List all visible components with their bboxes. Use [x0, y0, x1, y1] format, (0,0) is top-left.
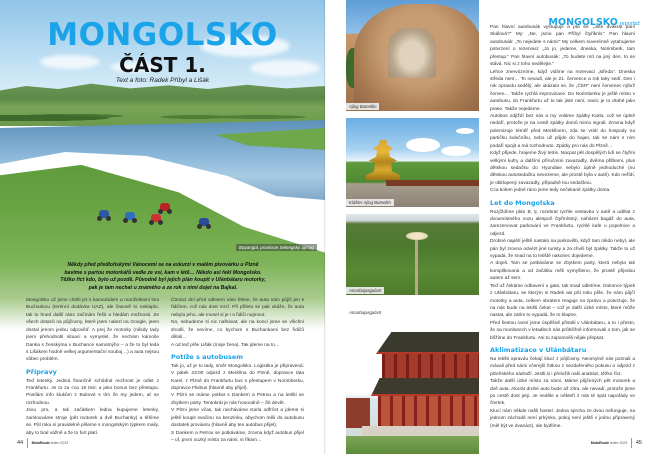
motorcycle: [199, 218, 209, 226]
paragraph: Lehce znervózníme, když vidíme na rezervaci „středa". Dneska středa není… To nevadí, ale je 21. července a rok taky sedí. Den i rok opravdu sedělý, ale ukázalo se, že „ČER" není červenec nýbrž červen… Takže rychlá improvizace. Do Norimberku je ještě místo v autobusu, do Frankfurtu už to tak jisté není, navíc je to drahé jako prase. Takže nejedeme.: [490, 69, 635, 112]
photo-temple-story: [378, 396, 479, 428]
left-column-2: [171, 297, 304, 444]
cloud: [441, 146, 471, 156]
paragraph: Autobus odjíždí bez nás a my voláme zpátky Karla, což se úplně nedaří, protože je na cestě zpátky domů mimo signál. Zrovna když polemizuje téměř před Merklínem, zda se vrátí do hospody na partičku kulečníku, nebo už půjde do hajan, tak se nám s ním podaří spojit a má rozhodnuto. Zpátky pro nás do Plzně…: [490, 114, 635, 149]
magazine-issue: leden 2023: [610, 441, 628, 445]
paragraph: Čtrnáct dní před odletem nám řekne, že auta nám půjčí jen s řidičem, což nás dost mrzí. Při příletu se pak ukáže, že auta nebyla jeho, ale musel si je i s řidiči najmout.: [171, 298, 304, 318]
photo-pagoda-tower: [366, 140, 400, 180]
article-byline: Text a foto: Radek Příbyl a Lišák: [115, 77, 210, 84]
paragraph: Cca kolem jedné ráno jsme tedy nečekaně zpátky doma.: [490, 188, 611, 194]
article-title: MONGOLSKO: [47, 17, 278, 53]
paragraph: Pan hlavní autobusák vystupuje a ptá se: „Jste dvakrát paní Skálová?" My: „Ne, jsme pan Příbyl čtyřikrát." Pan hlavní autobusák: „To nejedete s námi!" My celkem suverénně vytahujeme potvrzení o rezervaci: „Jo jo, jedeme, dneska, Norimberk, tam přestup." Pan hlavní autobusák: „To budete mít na jiný den, to se stává. Nic si z toho nedělejte.": [490, 25, 635, 68]
footer-divider: [631, 438, 632, 448]
photo-fence: [386, 180, 479, 186]
photo-hill-stupa: [346, 214, 479, 295]
photo-caption: Ajlog Buteeltin: [346, 103, 379, 110]
page-footer-left: [17, 438, 68, 448]
photo-pagoda: [346, 118, 479, 207]
photo-temple-roof: [376, 332, 479, 354]
photo-caption: Bayangol, provincie Selengský ajmag: [236, 244, 317, 251]
magazine-info: [32, 441, 69, 445]
motorcycle: [160, 203, 170, 211]
section-heading: Potíže s autobusem: [171, 352, 244, 361]
paragraph: Na letišti opravdu čekají klucí z půjčovny. Neomylně nás poznali a mávali před námi včerejší fotkou z nezdařeného pokusu o odjezd z plzeňského nádraží. Jestli si i přeložili naši anabázi, těžko říct.: [490, 356, 635, 377]
page-footer-right: [591, 438, 642, 448]
magazine-info: [591, 441, 628, 445]
paragraph: Teď letenky. Jediná finančně schůdná možnost je odlet z Frankfurtu. Je to za cca 19 tisíc a jako bonus bez přestupu. Posílám info klukům z Bukové s tím že my jedem, ať se rozhodnou.: [26, 378, 159, 406]
paragraph: Klucí nám někde našli hostel. Jedna sprcha ze dvou nefunguje, na jednom záchodě není prkýnko, pokoj není ještě v jednu připravený (měl být ve dvanáct), ale bydlíme.: [490, 408, 635, 429]
article-lead: Někdy před předloňskými Vánocemi se na exkurzi v malém pivovárku u Plzně bavíme s partou motorkářů vedle ze vsi, kam v létě… Někdo asi řekl Mongolsko. Těžko říct kdo, bylo už pozdě. Původně byl jejich plán koupit v Ulánbátaru motorky, pak je tam nechat u známého a za rok s nimi dojet na Bajkal.: [60, 262, 266, 291]
page-gutter: [324, 0, 326, 454]
photo-caption: Klášter Ajlog Buteeltin: [346, 199, 394, 206]
photo-caption: Amarbajasgalant: [349, 310, 382, 315]
paragraph: S Dankem a Petrou se potkáváme, zrovna když autobus přijel – uf, první ouzký místo za námi, si říkám…: [171, 430, 304, 443]
section-heading: Let do Mongolska: [490, 198, 555, 207]
section-tag-type: reportáž: [619, 21, 640, 27]
page-number: 45: [635, 440, 642, 446]
photo-stupa: [406, 232, 428, 240]
photo-caption: Amarbajasgalant: [346, 287, 384, 294]
paragraph: V Plzni se máme potkat s Dankem a Petrou a na letišti se zbytkem party. Tentokrát je nás hoooodně – čili devět.: [171, 393, 304, 406]
paragraph: Takže další úzké místo za námi. Máme půjčených pět motorek a dvě auta. Akorát druhé auto bude až zítra, ale nevadí, protože jsme po cestě dost jetý. Je neděle a někteří z nás tě spát napořády ve čtvrtek.: [490, 379, 635, 407]
cloud: [406, 138, 440, 152]
magazine-issue: leden 2023: [50, 441, 69, 445]
motorcycle: [125, 212, 135, 220]
paragraph: Jsou pro, a tak začátkem ledna kupujeme letenky, zamlouváme stroje (pět motorek a dvě Buchanky) a těšíme se. Půl roku si pravidelně píšeme s mongolským týpkem maily, aby to bral vážně a že to furt platí.: [26, 408, 159, 436]
paragraph: Teď už čekáme odbavení u gate, tak snad odletíme. Dokonce týpek z Ulánbátaru, se kterým si Radek asi půl roku píše, že nám půjčí motorky a auta, celkem obratem reaguje na zprávu a potvrzuje, že na nás bude na letišti čekat – což je další úzké místo, které může nastat, ale zatím to vypadá, že to klapne.: [490, 283, 635, 319]
photo-grass: [346, 436, 479, 454]
paragraph: Tak jo, už je to tady, směr Mongolsko. Logistika je připravená: V pátek 23:00 odjezd z Merklína do Plzně, dopravce táta Karel, z Plzně do Frankfurtu bus s přestupem v Norimberku, dopravce Flixbus (hlavně aby přijel).: [171, 363, 304, 392]
magazine-name: MotoRoute: [31, 441, 50, 445]
paragraph: Před šestou ranní jsme úspěšně přistáli v Ulánbátaru, a to i přesto, že na monitorech v letadlech nás průběžně informovali o tom, jak se blížíme do Frankfurtu. Asi to zapomněli nějak přepsat.: [490, 320, 635, 341]
photo-rock-relief: [346, 0, 479, 111]
paragraph: A dojeli. Tam se potkáváme se zbytkem party, která nebyla tak komplikovaná a od začátku měli vymyšleno, že prostě přijedou autem až sem.: [490, 261, 635, 282]
paragraph: V Plzni jsme včas, tak necháváme Karla odfrčet a jdeme si ještě koupit svačinu na benzínku, abychom měli do autobusu dostatek proviantu (hlavně aby ten autobus přijel).: [171, 408, 304, 429]
paragraph: Když přijede, hrajeme živý tetris. Nacpat pět dospělých lidí se čtyřmi velkými kufry a dalšími příručními zavazadly, dvěma přilbami, plus dětskou sedačku do Hyundaie nebylo úplně jednoduché (nu dětskou autosedačku nevezeme, ale prostě byla v autě). Kdo neřídí, je obklopený zavazadly, případně tou sedačkou.: [490, 151, 635, 186]
paragraph: Rozjíždíme plán B, tj. rozebrat rychle vestavbu v autě a udělat z dvoumístného vozu alespoň čtyřmístný, naházet bagáž do auta, zarezervovat parkování ve Frankfurtu, rychlé kafe u popelnice a odjezd.: [490, 209, 635, 237]
section-heading: Přípravy: [26, 367, 57, 376]
paragraph: Drobné napětí ještě nastalo na parkovišti, když tam nikdo nebyl, ale pán byl zrovna odvézt jiné turisty a za chvíli byl zpátky. Takže to už vypadá, že snad na to letiště nakonec dojedeme.: [490, 239, 635, 260]
photo-side-building: [346, 398, 370, 428]
right-column: [490, 24, 635, 430]
footer-divider: [27, 438, 28, 448]
paragraph: Mongolsko už jsme chtěli jet s kamarádem a manželkami loni Buchankou (terénní dodávka UAZ), ale časově to neklaplo, tak to hned další ráno začínám řešit a hledám možnosti. Ze všech dotazů na půjčovny, které jsem nalezl na Google, jsem dostal jenom jednu odpověď. A prej že motorky (někdy tady jsem přehodnotil situaci a vymyslel, že nechám kámoše Danka s ženskýma v Buchance samotnýho – a že to byl teda s Lišákem hodně velkej argumentační souboj…) a auta nejsou vůbec problém.: [26, 298, 159, 363]
photo-path: [415, 238, 418, 295]
photo-temple: [346, 318, 479, 454]
motorcycle: [151, 214, 161, 222]
cloud: [456, 128, 474, 134]
section-tag-title: MONGOLSKO: [548, 17, 618, 28]
paragraph: No, nebudeme si nic nalhávat, ale na konci jsme se všichni shodli, že nevíme, co bychom s Buchankami bez řidičů dělali…: [171, 320, 304, 341]
article-subtitle: ČÁST 1.: [119, 53, 206, 77]
photo-relief: [388, 28, 436, 78]
magazine-name: MotoRoute: [590, 441, 610, 445]
paragraph: A od teď píše Lišák (moje žena). Tak jdeme na to…: [171, 342, 280, 348]
left-column-1: [26, 297, 159, 437]
page-number: 44: [17, 440, 24, 446]
photo-temple-story: [382, 354, 479, 382]
photo-temple-roof: [371, 378, 479, 396]
motorcycle: [99, 210, 109, 218]
section-heading: Aklimatizace v Ulánbátaru: [490, 346, 587, 355]
